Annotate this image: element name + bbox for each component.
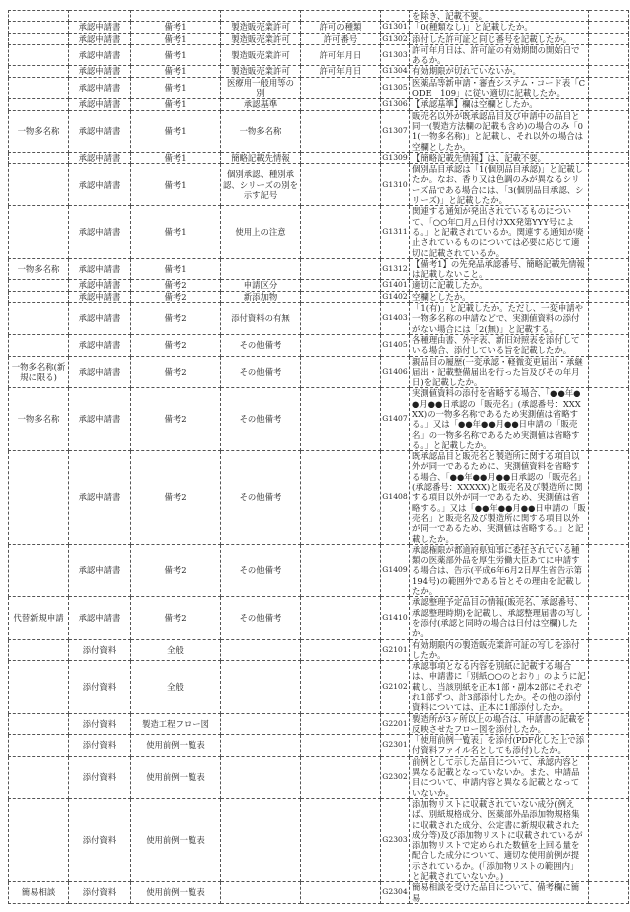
remarks-cell: [589, 639, 629, 661]
subitem-cell: [301, 280, 381, 291]
item-cell: [221, 798, 301, 881]
subitem-cell: [301, 356, 381, 388]
document-cell: 添付資料: [69, 756, 131, 798]
category-cell: [9, 735, 69, 757]
check-text-cell: を除き、記載不要。: [410, 11, 589, 22]
remarks-cell: [589, 597, 629, 639]
item-cell: 承認基準: [221, 99, 301, 110]
subitem-cell: [301, 334, 381, 356]
check-text-cell: 空欄としたか。: [410, 291, 589, 302]
check-text-cell: 【備考1】の先発品承認番号、簡略記載先情報は記載しないこと。: [410, 258, 589, 280]
category-cell: [9, 152, 69, 163]
document-cell: 承認申請書: [69, 164, 131, 206]
section-cell: 備考1: [131, 110, 221, 152]
table-row: [9, 388, 629, 451]
check-text-cell: 承認整理予定品目の情報(販売名、承認番号、承認整理時期)を記載し、承認整理届書の写しを添付(承認と同時の場合は日付は空欄)したか。: [410, 597, 589, 639]
category-cell: [9, 11, 69, 22]
subitem-cell: [301, 882, 381, 904]
check-code-cell: G1410: [381, 597, 410, 639]
category-cell: [9, 77, 69, 99]
remarks-cell: [589, 280, 629, 291]
remarks-cell: [589, 206, 629, 258]
document-cell: 添付資料: [69, 735, 131, 757]
table-row: [9, 280, 629, 291]
check-text-cell: 添加物リストに収載されていない成分(例えば、別紙規格成分、医薬部外品添加物規格集に収載された成分、公定書に新規収載された成分等)及び添加物リストに収載されているが添加物リストで定められた数値を上回る量を配合した成分について、適切な使用前例が提示されているか。(「添加物リストの範囲内」と記載されていないか。): [410, 798, 589, 881]
remarks-cell: [589, 334, 629, 356]
table-row: [9, 661, 629, 713]
checklist-table: [8, 10, 629, 904]
check-code-cell: G2302: [381, 756, 410, 798]
subitem-cell: 許可の種類: [301, 22, 381, 33]
check-text-cell: 親品目の履歴(一変承認・軽微変更届出・承継届出・記載整備届出を行った旨及びその年月日)を記載したか。: [410, 356, 589, 388]
item-cell: 簡略記載先情報: [221, 152, 301, 163]
section-cell: 全般: [131, 661, 221, 713]
remarks-cell: [589, 661, 629, 713]
section-cell: 備考1: [131, 206, 221, 258]
check-code-cell: G2303: [381, 798, 410, 881]
item-cell: その他備考: [221, 356, 301, 388]
document-cell: 添付資料: [69, 713, 131, 735]
item-cell: 製造販売業許可: [221, 66, 301, 77]
remarks-cell: [589, 303, 629, 335]
document-cell: [69, 11, 131, 22]
section-cell: 備考1: [131, 33, 221, 44]
document-cell: 承認申請書: [69, 99, 131, 110]
check-code-cell: G1306: [382, 99, 408, 109]
item-cell: [221, 639, 301, 661]
category-cell: [9, 639, 69, 661]
item-cell: 申請区分: [221, 280, 301, 291]
remarks-cell: [589, 22, 629, 33]
table-row: [9, 756, 629, 798]
category-cell: [9, 756, 69, 798]
document-cell: 承認申請書: [69, 33, 131, 44]
section-cell: 備考1: [131, 77, 221, 99]
remarks-cell: [589, 291, 629, 302]
document-cell: 承認申請書: [69, 280, 131, 291]
document-cell: 承認申請書: [69, 451, 131, 545]
remarks-cell: [589, 164, 629, 206]
subitem-cell: [301, 291, 381, 302]
document-cell: 承認申請書: [69, 544, 131, 596]
check-text-cell: 製造所が3ヶ所以上の場合は、申請書の記載を反映させたフロー図を添付したか。: [410, 713, 589, 735]
item-cell: [221, 713, 301, 735]
section-cell: [131, 11, 221, 22]
check-code-cell: G1401: [382, 280, 408, 290]
table-row: [9, 206, 629, 258]
document-cell: 承認申請書: [69, 152, 131, 163]
table-row: [9, 66, 629, 77]
check-text-cell: 個別品目承認は「1(個別品目承認)」と記載したか。なお、香り又は色調のみが異なるシリーズ品である場合には、「3(個別品目承認、シリーズ)」と記載したか。: [410, 164, 589, 206]
subitem-cell: [301, 735, 381, 757]
subitem-cell: [301, 756, 381, 798]
section-cell: 全般: [131, 639, 221, 661]
check-code-cell: G1310: [381, 164, 410, 206]
section-cell: 使用前例一覧表: [131, 756, 221, 798]
remarks-cell: [589, 713, 629, 735]
item-cell: その他備考: [221, 544, 301, 596]
document-cell: 承認申請書: [69, 388, 131, 451]
subitem-cell: [301, 77, 381, 99]
check-text-cell: 「1(有)」と記載したか。ただし、一変申請や一物多名称の申請などで、実測値資料の添付がない場合には「2(無)」と記載する。: [410, 303, 589, 335]
category-cell: 代替新規申請: [9, 597, 69, 639]
section-cell: 使用前例一覧表: [131, 798, 221, 881]
check-text-cell: 各種理由書、外字表、新旧対照表を添付している場合、添付している旨を記載したか。: [410, 334, 589, 356]
check-code-cell: G1301: [382, 22, 408, 32]
document-cell: 承認申請書: [69, 206, 131, 258]
category-cell: [9, 164, 69, 206]
document-cell: 承認申請書: [69, 356, 131, 388]
section-cell: 備考1: [131, 152, 221, 163]
check-text-cell: 既承認品目と販売名と製造所に関する項目以外が同一であるために、実測値資料を省略する場合、「●●年●●月●●日承認の「販売名」(承認番号：XXXXX)と販売名及び製造所に関する項目以外が同一であるため、実測値は省略する。」又は「●●年●●月●●日申請の「販売名」と販売名及び製造所に関する項目以外が同一であるため、実測値は省略する。」と記載したか。: [410, 451, 589, 545]
subitem-cell: [301, 99, 381, 110]
item-cell: [221, 11, 301, 22]
subitem-cell: [301, 303, 381, 335]
subitem-cell: 許可年月日: [301, 66, 381, 77]
subitem-cell: 許可年月日: [301, 44, 381, 66]
subitem-cell: [301, 206, 381, 258]
section-cell: 備考2: [131, 597, 221, 639]
section-cell: 備考1: [131, 258, 221, 280]
document-cell: 承認申請書: [69, 44, 131, 66]
category-cell: 簡易相談: [9, 882, 69, 904]
check-text-cell: 簡易相談を受けた品目について、備考欄に簡易: [410, 882, 589, 904]
check-code-cell: G1304: [382, 66, 408, 76]
category-cell: [9, 22, 69, 33]
subitem-cell: [301, 544, 381, 596]
table-row: [9, 11, 629, 22]
table-row: [9, 44, 629, 66]
category-cell: [9, 206, 69, 258]
document-cell: 承認申請書: [69, 303, 131, 335]
category-cell: 一物多名称(新規に限る): [9, 356, 69, 388]
category-cell: [9, 66, 69, 77]
check-text-cell: 「使用前例一覧表」を添付(PDF化した上で添付資料ファイル名としても添付)したか。: [410, 735, 589, 757]
category-cell: [9, 303, 69, 335]
check-code-cell: G1305: [381, 77, 410, 99]
category-cell: [9, 544, 69, 596]
check-text-cell: 有効期限が切れていないか。: [410, 66, 589, 77]
subitem-cell: [301, 713, 381, 735]
check-code-cell: G1409: [381, 544, 410, 596]
document-cell: 承認申請書: [69, 66, 131, 77]
check-code-cell: G1408: [381, 451, 410, 545]
remarks-cell: [589, 544, 629, 596]
section-cell: 備考1: [131, 99, 221, 110]
check-code-cell: G2201: [381, 713, 410, 735]
category-cell: [9, 451, 69, 545]
section-cell: 製造工程フロー図: [131, 713, 221, 735]
remarks-cell: [589, 152, 629, 163]
remarks-cell: [589, 11, 629, 22]
table-row: [9, 77, 629, 99]
check-text-cell: 添付した許可証と同じ番号を記載したか。: [410, 33, 589, 44]
item-cell: 個別承認、種別承認、シリーズの別を示す記号: [221, 164, 301, 206]
subitem-cell: [301, 152, 381, 163]
subitem-cell: [301, 451, 381, 545]
remarks-cell: [589, 99, 629, 110]
section-cell: 備考2: [131, 544, 221, 596]
section-cell: 備考2: [131, 388, 221, 451]
remarks-cell: [589, 258, 629, 280]
section-cell: 備考2: [131, 303, 221, 335]
item-cell: その他備考: [221, 334, 301, 356]
check-text-cell: 「0(種類なし)」と記載したか。: [410, 22, 589, 33]
check-code-cell: G1311: [381, 206, 410, 258]
check-code-cell: G1303: [381, 44, 410, 66]
check-code-cell: G1307: [381, 110, 410, 152]
category-cell: [9, 291, 69, 302]
remarks-cell: [589, 110, 629, 152]
check-text-cell: 【簡略記載先情報】は、記載不要。: [410, 152, 589, 163]
item-cell: その他備考: [221, 388, 301, 451]
item-cell: [221, 882, 301, 904]
category-cell: [9, 661, 69, 713]
category-cell: [9, 33, 69, 44]
subitem-cell: [301, 110, 381, 152]
check-text-cell: 承認権限が都道府県知事に委任されている種類の医薬部外品を厚生労働大臣あてに申請する場合は、告示(平成6年6月2日厚生省告示第194号)の範囲外である旨とその理由を記載したか。: [410, 544, 589, 596]
item-cell: 製造販売業許可: [221, 44, 301, 66]
table-row: [9, 22, 629, 33]
table-row: [9, 882, 629, 904]
category-cell: [9, 99, 69, 110]
item-cell: 製造販売業許可: [221, 33, 301, 44]
remarks-cell: [589, 451, 629, 545]
subitem-cell: [301, 11, 381, 22]
table-row: [9, 303, 629, 335]
document-cell: 承認申請書: [69, 291, 131, 302]
subitem-cell: [301, 258, 381, 280]
document-cell: 承認申請書: [69, 22, 131, 33]
item-cell: [221, 258, 301, 280]
subitem-cell: 許可番号: [301, 33, 381, 44]
table-row: [9, 334, 629, 356]
section-cell: 備考2: [131, 334, 221, 356]
checklist-rows: [9, 11, 629, 904]
section-cell: 備考1: [131, 66, 221, 77]
subitem-cell: [301, 597, 381, 639]
document-cell: 承認申請書: [69, 334, 131, 356]
check-code-cell: G2301: [381, 735, 410, 757]
remarks-cell: [589, 388, 629, 451]
table-row: [9, 258, 629, 280]
category-cell: [9, 713, 69, 735]
section-cell: 備考2: [131, 356, 221, 388]
category-cell: 一物多名称: [9, 110, 69, 152]
remarks-cell: [589, 756, 629, 798]
table-row: [9, 713, 629, 735]
item-cell: 一物多名称: [221, 110, 301, 152]
check-code-cell: G1406: [381, 356, 410, 388]
document-cell: 添付資料: [69, 882, 131, 904]
table-row: [9, 735, 629, 757]
section-cell: 使用前例一覧表: [131, 735, 221, 757]
item-cell: 医療用一般用等の別: [221, 77, 301, 99]
item-cell: [221, 661, 301, 713]
section-cell: 備考2: [131, 451, 221, 545]
subitem-cell: [301, 661, 381, 713]
document-cell: 承認申請書: [69, 77, 131, 99]
section-cell: 備考1: [131, 44, 221, 66]
check-text-cell: 承認事項となる内容を別紙に記載する場合は、申請書に「別紙○○のとおり」のように記載し、当該別紙を正本1部・副本2部にそれぞれ1部ずつ、計3部添付したか。その他の添付資料については、正本に1部添付したか。: [410, 661, 589, 713]
check-code-cell: G1403: [381, 303, 410, 335]
table-row: [9, 110, 629, 152]
category-cell: [9, 280, 69, 291]
item-cell: 使用上の注意: [221, 206, 301, 258]
check-text-cell: 医薬品等新申請・審査システム・コード表「CODE 109」に従い適切に記載したか。: [410, 77, 589, 99]
table-row: [9, 597, 629, 639]
check-text-cell: 関連する通知が発出されているものについて、「○○年□月△日付けXX発第YYY号による。」と記載されているか。関連する通知が廃止されているものについては必要に応じて適切に記載されているか。: [410, 206, 589, 258]
check-text-cell: 【承認基準】欄は空欄としたか。: [410, 99, 589, 110]
check-code-cell: G1312: [381, 258, 410, 280]
check-code-cell: G1405: [381, 334, 410, 356]
section-cell: 備考1: [131, 22, 221, 33]
table-row: [9, 544, 629, 596]
subitem-cell: [301, 798, 381, 881]
section-cell: 備考2: [131, 280, 221, 291]
document-cell: 添付資料: [69, 798, 131, 881]
item-cell: 添付資料の有無: [221, 303, 301, 335]
document-cell: 承認申請書: [69, 258, 131, 280]
remarks-cell: [589, 77, 629, 99]
table-row: [9, 152, 629, 163]
table-row: [9, 99, 629, 110]
check-text-cell: 販売名以外が既承認品目及び申請中の品目と同一(製造方法欄の記載も含め)の場合のみ「01(一物多名称)」と記載し、それ以外の場合は空欄としたか。: [410, 110, 589, 152]
section-cell: 備考2: [131, 291, 221, 302]
item-cell: 新添加物: [221, 291, 301, 302]
category-cell: [9, 334, 69, 356]
check-text-cell: 許可年月日は、許可証の有効期間の開始日であるか。: [410, 44, 589, 66]
document-cell: 添付資料: [69, 639, 131, 661]
check-code-cell: G1309: [382, 152, 408, 162]
remarks-cell: [589, 798, 629, 881]
table-row: [9, 291, 629, 302]
check-code-cell: [381, 11, 410, 22]
remarks-cell: [589, 33, 629, 44]
item-cell: [221, 735, 301, 757]
remarks-cell: [589, 44, 629, 66]
table-row: [9, 798, 629, 881]
item-cell: 製造販売業許可: [221, 22, 301, 33]
category-cell: [9, 44, 69, 66]
check-code-cell: G2304: [381, 882, 410, 904]
subitem-cell: [301, 639, 381, 661]
remarks-cell: [589, 735, 629, 757]
remarks-cell: [589, 882, 629, 904]
document-cell: 添付資料: [69, 661, 131, 713]
check-text-cell: 適切に記載したか。: [410, 280, 589, 291]
category-cell: [9, 798, 69, 881]
category-cell: 一物多名称: [9, 388, 69, 451]
check-code-cell: G1407: [381, 388, 410, 451]
remarks-cell: [589, 356, 629, 388]
item-cell: その他備考: [221, 451, 301, 545]
document-cell: 承認申請書: [69, 110, 131, 152]
table-row: [9, 451, 629, 545]
check-text-cell: 有効期限内の製造販売業許可証の写しを添付したか。: [410, 639, 589, 661]
subitem-cell: [301, 388, 381, 451]
table-row: [9, 356, 629, 388]
check-code-cell: G2102: [381, 661, 410, 713]
section-cell: 備考1: [131, 164, 221, 206]
section-cell: 使用前例一覧表: [131, 882, 221, 904]
table-row: [9, 33, 629, 44]
table-row: [9, 164, 629, 206]
remarks-cell: [589, 66, 629, 77]
subitem-cell: [301, 164, 381, 206]
check-text-cell: 実測値資料の添付を省略する場合、「●●年●●月●●日承認の「販売名」(承認番号：XXXXX)の一物多名称であるため実測値は省略する。」又は「●●年●●月●●日申請の「販売名」の一物多名称であるため実測値は省略する。」と記載したか。: [410, 388, 589, 451]
check-code-cell: G1302: [382, 33, 408, 43]
document-cell: 承認申請書: [69, 597, 131, 639]
check-text-cell: 前例として示した品目について、承認内容と異なる記載となっていないか。また、申請品目について、申請内容と異なる記載となっていないか。: [410, 756, 589, 798]
table-row: [9, 639, 629, 661]
check-code-cell: G1402: [382, 291, 408, 301]
item-cell: その他備考: [221, 597, 301, 639]
category-cell: 一物多名称: [9, 258, 69, 280]
item-cell: [221, 756, 301, 798]
check-code-cell: G2101: [381, 639, 410, 661]
